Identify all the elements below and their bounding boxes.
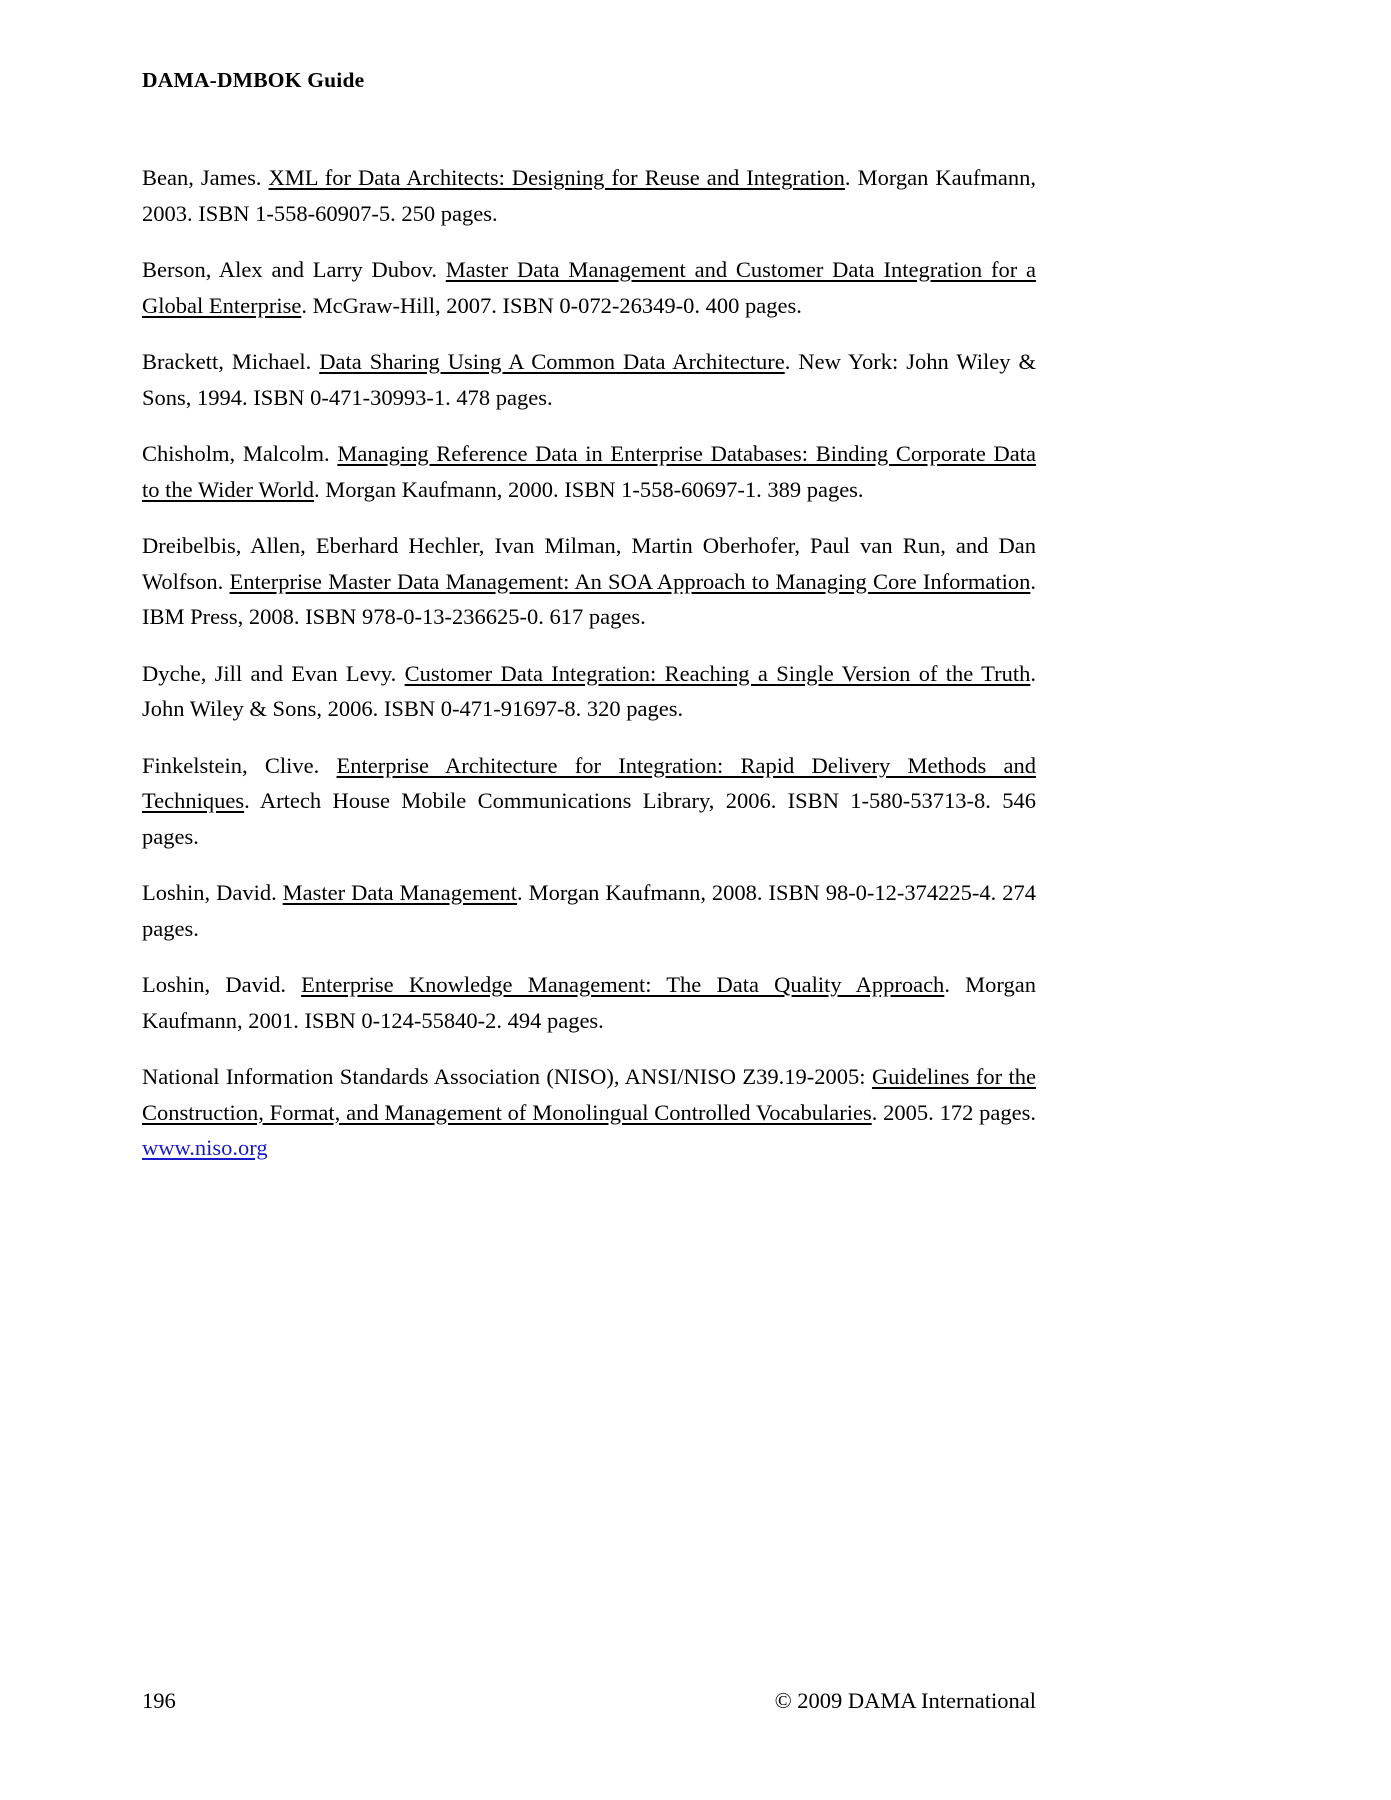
entry-author: Berson, Alex and Larry Dubov. bbox=[142, 257, 446, 282]
entry-author: Chisholm, Malcolm. bbox=[142, 441, 338, 466]
entry-author: Dreibelbis, Allen, Eberhard Hechler, Ivan Milman, Martin Oberhofer, Paul van Run, and Dan Wolfson. bbox=[142, 533, 1036, 594]
entry-publication-details: . New York: John Wiley & Sons, 1994. ISBN 0-471-30993-1. 478 pages. bbox=[142, 349, 1036, 410]
footer-page-number: 196 bbox=[142, 1688, 176, 1713]
entry-title: XML for Data Architects: Designing for Reuse and Integration bbox=[268, 165, 845, 190]
entry-publication-details: . Morgan Kaufmann, 2008. ISBN 98-0-12-374225-4. 274 pages. bbox=[142, 880, 1036, 941]
entry-url-link[interactable]: www.niso.org bbox=[142, 1135, 268, 1160]
entry-author: Bean, James. bbox=[142, 165, 269, 190]
bibliography-entry bbox=[142, 1059, 1036, 1166]
bibliography-entry bbox=[142, 656, 1036, 727]
bibliography-entry bbox=[142, 160, 1036, 231]
entry-publication-details: . Morgan Kaufmann, 2000. ISBN 1-558-60697-1. 389 pages. bbox=[314, 476, 864, 502]
entry-title: Data Sharing Using A Common Data Architecture bbox=[319, 349, 785, 374]
entry-title: Enterprise Architecture for Integration: Rapid Delivery Methods and Techniques bbox=[142, 752, 1036, 813]
bibliography-entry bbox=[142, 967, 1036, 1038]
entry-publication-details: . IBM Press, 2008. ISBN 978-0-13-236625-0. 617 pages. bbox=[142, 568, 1037, 629]
bibliography-entry bbox=[142, 436, 1036, 507]
entry-publication-details: . 2005. 172 pages. bbox=[871, 1099, 1036, 1125]
running-head: DAMA-DMBOK Guide bbox=[142, 68, 365, 92]
footer-copyright: © 2009 DAMA International bbox=[774, 1688, 1036, 1713]
entry-author: National Information Standards Association (NISO), ANSI/NISO Z39.19-2005: bbox=[142, 1064, 872, 1089]
entry-title: Master Data Management and Customer Data Integration for a Global Enterprise bbox=[142, 257, 1037, 318]
entry-author: Dyche, Jill and Evan Levy. bbox=[142, 660, 405, 686]
entry-author: Brackett, Michael. bbox=[142, 349, 320, 374]
entry-author: Finkelstein, Clive. bbox=[142, 752, 337, 778]
entry-publication-details: . Artech House Mobile Communications Library, 2006. ISBN 1-580-53713-8. 546 pages. bbox=[142, 788, 1036, 849]
entry-publication-details: . McGraw-Hill, 2007. ISBN 0-072-26349-0. 400 pages. bbox=[301, 292, 802, 318]
entry-publication-details: . Morgan Kaufmann, 2003. ISBN 1-558-60907-5. 250 pages. bbox=[142, 165, 1037, 226]
entry-title: Enterprise Master Data Management: An SOA Approach to Managing Core Information bbox=[229, 568, 1031, 594]
bibliography-entry bbox=[142, 528, 1036, 635]
entry-author: Loshin, David. bbox=[142, 880, 283, 905]
bibliography-entry bbox=[142, 875, 1036, 946]
entry-title: Guidelines for the Construction, Format, and Management of Monolingual Controlled Vocabularies bbox=[142, 1064, 1036, 1125]
entry-publication-details: . John Wiley & Sons, 2006. ISBN 0-471-91697-8. 320 pages. bbox=[142, 660, 1037, 721]
bibliography-entry bbox=[142, 748, 1036, 855]
bibliography-entry bbox=[142, 344, 1036, 415]
entry-title: Customer Data Integration: Reaching a Single Version of the Truth bbox=[404, 660, 1031, 686]
entry-author: Loshin, David. bbox=[142, 972, 302, 997]
entry-title: Enterprise Knowledge Management: The Data Quality Approach bbox=[301, 972, 945, 997]
entry-title: Managing Reference Data in Enterprise Databases: Binding Corporate Data to the Wider World bbox=[142, 441, 1036, 502]
entry-publication-details: . Morgan Kaufmann, 2001. ISBN 0-124-55840-2. 494 pages. bbox=[142, 972, 1036, 1033]
entry-title: Master Data Management bbox=[282, 880, 517, 905]
bibliography-entry bbox=[142, 252, 1036, 323]
bibliography-list bbox=[142, 160, 1036, 1166]
